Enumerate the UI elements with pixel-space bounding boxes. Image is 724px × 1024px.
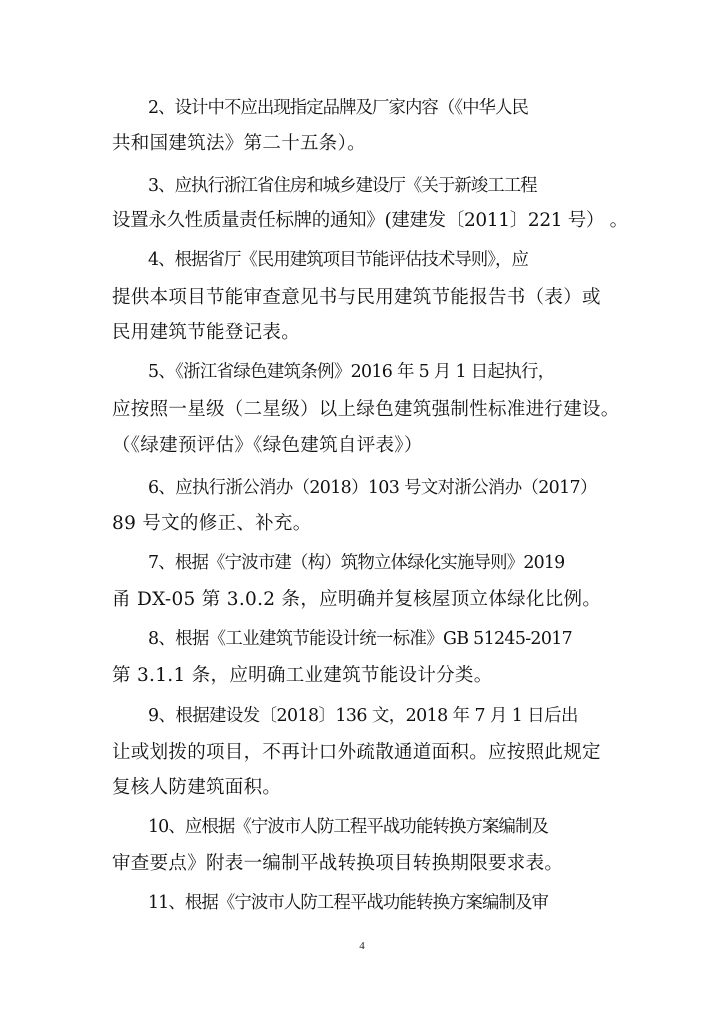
- item-4-line-1: 4、根据省厅《民用建筑项目节能评估技术导则》，应: [148, 250, 528, 270]
- item-11-line-1: 11、根据《宁波市人防工程平战功能转换方案编制及审: [148, 893, 548, 913]
- item-9-line-3: 复核人防建筑面积。: [112, 777, 282, 798]
- item-3-line-2: 设置永久性质量责任标牌的通知》(建建发〔2011〕221 号） 。: [112, 210, 628, 231]
- page-number: 4: [359, 940, 365, 952]
- item-4-line-2: 提供本项目节能审查意见书与民用建筑节能报告书（表）或: [112, 287, 601, 308]
- item-8-line-2: 第 3.1.1 条，应明确工业建筑节能设计分类。: [112, 665, 493, 686]
- item-4-line-3: 民用建筑节能登记表。: [112, 322, 301, 343]
- item-9-line-1: 9、根据建设发〔2018〕136 文，2018 年 7 月 1 日后出: [148, 706, 578, 726]
- item-6-line-2: 89 号文的修正、补充。: [112, 513, 312, 534]
- item-2-line-2: 共和国建筑法》第二十五条）。: [112, 133, 366, 154]
- item-10-line-2: 审查要点》附表一编制平战转换项目转换期限要求表。: [112, 853, 564, 874]
- item-5-line-3: （《绿建预评估》《绿色建筑自评表》）: [112, 435, 423, 456]
- item-10-line-1: 10、应根据《宁波市人防工程平战功能转换方案编制及: [148, 817, 548, 837]
- item-5-line-2: 应按照一星级（二星级）以上绿色建筑强制性标准进行建设。: [112, 399, 620, 420]
- item-2-line-1: 2、设计中不应出现指定品牌及厂家内容（《中华人民: [148, 98, 528, 118]
- item-7-line-1: 7、根据《宁波市建（构）筑物立体绿化实施导则》2019: [148, 553, 565, 573]
- item-6-line-1: 6、应执行浙公消办（2018）103 号文对浙公消办（2017）: [148, 478, 597, 498]
- item-7-line-2: 甬 DX-05 第 3.0.2 条，应明确并复核屋顶立体绿化比例。: [112, 589, 602, 610]
- item-5-line-1: 5、《浙江省绿色建筑条例》2016 年 5 月 1 日起执行，: [148, 362, 555, 382]
- item-8-line-1: 8、根据《工业建筑节能设计统一标准》GB 51245-2017: [148, 629, 573, 649]
- item-3-line-1: 3、应执行浙江省住房和城乡建设厅《关于新竣工工程: [148, 176, 537, 196]
- item-9-line-2: 让或划拨的项目，不再计口外疏散通道面积。应按照此规定: [112, 742, 601, 763]
